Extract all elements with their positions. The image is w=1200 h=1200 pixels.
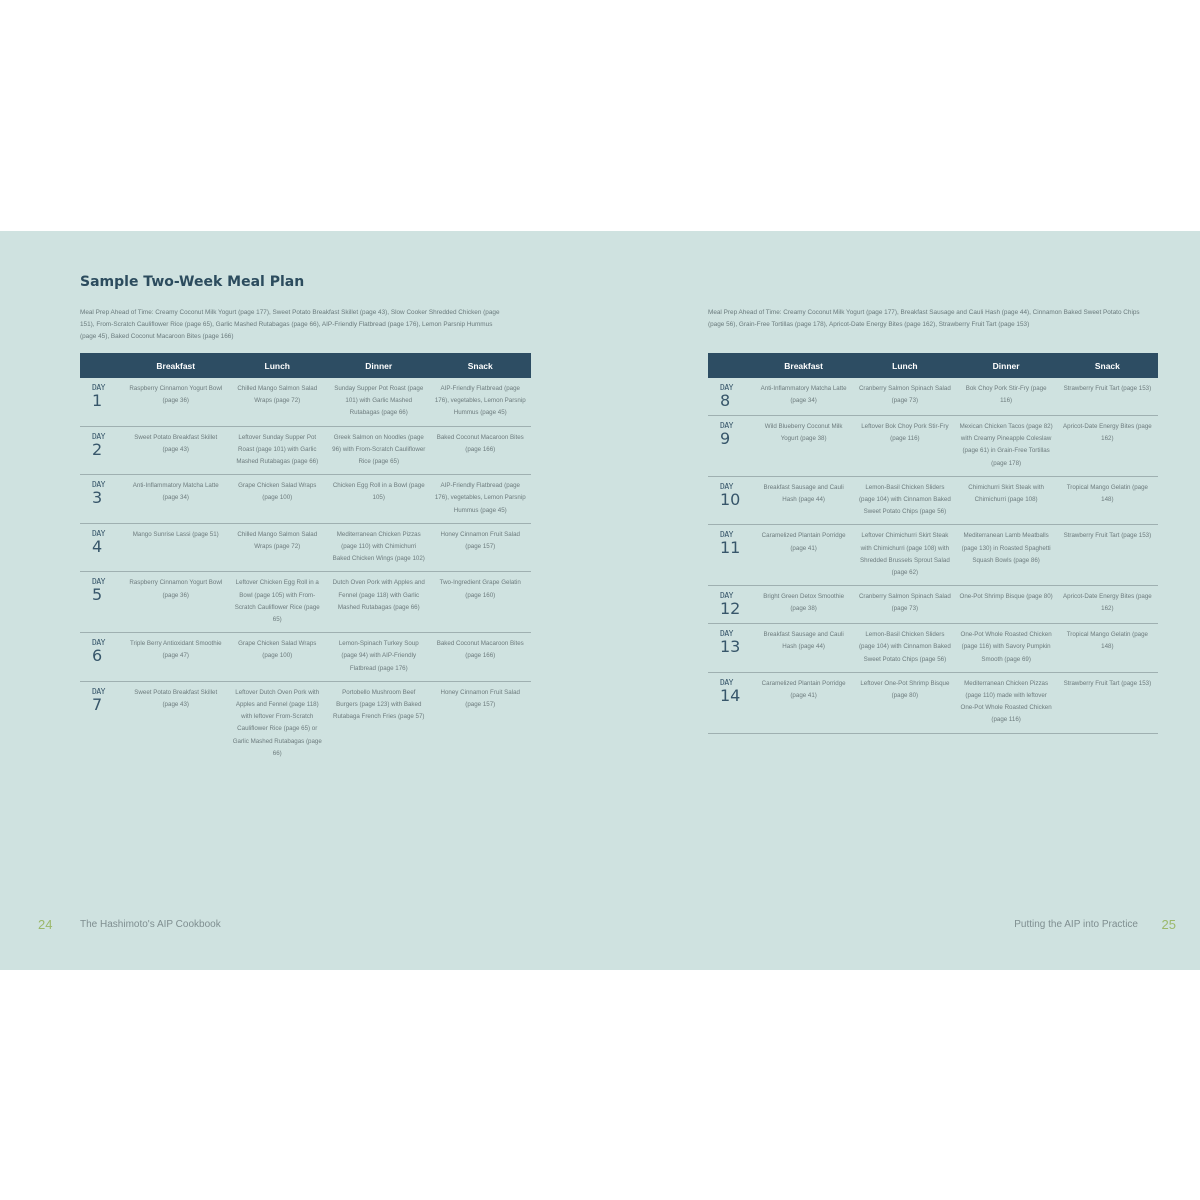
meal-prep-intro: Meal Prep Ahead of Time: Creamy Coconut Milk Yogurt (page 177), Sweet Potato Breakfast Skillet (page 43), Slow Cooker Shredded Chicken (page 151), From-Scratch Cauliflower Rice (page 65), Garlic Mashed Rutabagas (page 66), AIP-Friendly Flatbread (page 176), Lemon Parsnip Hummus (page 45), Baked Coconut Macaroon Bites (page 166)	[80, 309, 500, 340]
day-cell	[708, 672, 753, 733]
dinner-cell: Chicken Egg Roll in a Bowl (page 105)	[328, 475, 430, 524]
day-number: 11	[720, 538, 741, 558]
snack-cell: AIP-Friendly Flatbread (page 176), vegetables, Lemon Parsnip Hummus (page 45)	[430, 378, 532, 426]
day-cell	[708, 624, 753, 673]
day-number: 6	[92, 646, 103, 666]
day-cell	[80, 572, 125, 633]
meal-plan-table-week-2	[708, 353, 1158, 734]
table-row	[80, 523, 531, 572]
day-cell	[80, 378, 125, 426]
day-cell	[708, 378, 753, 416]
snack-cell: Strawberry Fruit Tart (page 153)	[1057, 378, 1158, 416]
lunch-cell: Grape Chicken Salad Wraps (page 100)	[227, 475, 329, 524]
day-number: 2	[92, 439, 103, 459]
breakfast-cell: Anti-Inflammatory Matcha Latte (page 34)	[125, 475, 227, 524]
lunch-cell: Leftover Chicken Egg Roll in a Bowl (page 105) with From-Scratch Cauliflower Rice (page 65)	[227, 572, 329, 633]
dinner-cell: One-Pot Shrimp Bisque (page 80)	[956, 586, 1057, 624]
snack-cell: Two-Ingredient Grape Gelatin (page 160)	[430, 572, 532, 633]
day-label: DAY	[92, 480, 105, 490]
day-cell	[80, 523, 125, 572]
lunch-cell: Leftover Bok Choy Pork Stir-Fry (page 116)	[854, 416, 955, 477]
breakfast-cell: Raspberry Cinnamon Yogurt Bowl (page 36)	[125, 378, 227, 426]
day-label: DAY	[92, 383, 105, 392]
day-number: 9	[720, 429, 731, 448]
table-row	[708, 672, 1158, 733]
lunch-cell: Cranberry Salmon Spinach Salad (page 73)	[854, 378, 955, 416]
day-number: 10	[720, 489, 741, 509]
day-cell	[708, 525, 753, 586]
day-label: DAY	[92, 686, 105, 696]
dinner-cell: Chimichurri Skirt Steak with Chimichurri (page 108)	[956, 476, 1057, 525]
breakfast-cell: Sweet Potato Breakfast Skillet (page 43)	[134, 688, 218, 709]
running-head-right: Putting the AIP into Practice	[1014, 919, 1138, 930]
lunch-cell: Cranberry Salmon Spinach Salad (page 73)	[854, 586, 955, 624]
breakfast-cell: Mango Sunrise Lassi (page 51)	[125, 523, 227, 572]
breakfast-cell: Wild Blueberry Coconut Milk Yogurt (page 38)	[753, 416, 854, 477]
snack-cell: Apricot-Date Energy Bites (page 162)	[1057, 416, 1158, 477]
running-head-left: The Hashimoto's AIP Cookbook	[80, 919, 221, 930]
breakfast-cell: Raspberry Cinnamon Yogurt Bowl (page 36)	[125, 572, 227, 633]
table-row	[80, 426, 531, 475]
lunch-cell: Lemon-Basil Chicken Sliders (page 104) with Cinnamon Baked Sweet Potato Chips (page 56)	[854, 476, 955, 525]
snack-cell: AIP-Friendly Flatbread (page 176), vegetables, Lemon Parsnip Hummus (page 45)	[430, 475, 532, 524]
table-row	[80, 633, 531, 682]
header-dinner: Dinner	[328, 353, 430, 378]
day-cell	[708, 416, 753, 477]
snack-cell: Strawberry Fruit Tart (page 153)	[1057, 525, 1158, 586]
page-title: Sample Two-Week Meal Plan	[80, 274, 305, 290]
lunch-cell: Grape Chicken Salad Wraps (page 100)	[227, 633, 329, 682]
page-number-right: 25	[1161, 917, 1176, 932]
table-header-row	[80, 353, 531, 378]
snack-cell: Tropical Mango Gelatin (page 148)	[1057, 624, 1158, 673]
breakfast-cell: Breakfast Sausage and Cauli Hash (page 44)	[753, 624, 854, 673]
dinner-cell: Lemon-Spinach Turkey Soup (page 94) with AIP-Friendly Flatbread (page 176)	[328, 633, 430, 682]
day-number: 4	[92, 536, 103, 556]
day-number: 1	[92, 391, 103, 410]
day-cell	[80, 633, 125, 682]
breakfast-cell: Caramelized Plantain Porridge (page 41)	[753, 525, 854, 586]
header-snack: Snack	[430, 353, 532, 378]
meal-prep-intro: Meal Prep Ahead of Time: Creamy Coconut Milk Yogurt (page 177), Breakfast Sausage and Cauli Hash (page 44), Cinnamon Baked Sweet Potato Chips (page 56), Grain-Free Tortillas (page 178), Apricot-Date Energy Bites (page 162), Strawberry Fruit Tart (page 153)	[708, 309, 1140, 328]
table-row	[80, 681, 531, 766]
day-label: DAY	[720, 677, 733, 687]
snack-cell: Baked Coconut Macaroon Bites (page 166)	[430, 426, 532, 475]
header-dinner: Dinner	[956, 353, 1057, 378]
dinner-cell: Bok Choy Pork Stir-Fry (page 116)	[956, 378, 1057, 416]
table-row	[708, 416, 1158, 477]
breakfast-cell: Anti-Inflammatory Matcha Latte (page 34)	[753, 378, 854, 416]
breakfast-cell: Sweet Potato Breakfast Skillet (page 43)	[125, 426, 227, 475]
header-breakfast: Breakfast	[125, 353, 227, 378]
table-row	[708, 476, 1158, 525]
snack-cell: Honey Cinnamon Fruit Salad (page 157)	[430, 523, 532, 572]
day-label: DAY	[720, 383, 733, 392]
table-row	[80, 475, 531, 524]
lunch-cell: Leftover Sunday Supper Pot Roast (page 101) with Garlic Mashed Rutabagas (page 66)	[227, 426, 329, 475]
snack-cell: Apricot-Date Energy Bites (page 162)	[1057, 586, 1158, 624]
day-label: DAY	[720, 421, 733, 430]
dinner-cell: Greek Salmon on Noodles (page 96) with From-Scratch Cauliflower Rice (page 65)	[328, 426, 430, 475]
header-breakfast: Breakfast	[753, 353, 854, 378]
day-cell	[80, 681, 125, 766]
snack-cell: Strawberry Fruit Tart (page 153)	[1057, 672, 1158, 733]
day-label: DAY	[92, 528, 105, 538]
lunch-cell: Leftover Chimichurri Skirt Steak with Chimichurri (page 108) with Shredded Brussels Sprout Salad (page 62)	[854, 525, 955, 586]
snack-cell: Baked Coconut Macaroon Bites (page 166)	[430, 633, 532, 682]
breakfast-cell: Triple Berry Antioxidant Smoothie (page 47)	[125, 633, 227, 682]
table-row	[708, 586, 1158, 624]
breakfast-cell: Breakfast Sausage and Cauli Hash (page 44)	[753, 476, 854, 525]
dinner-cell: Mediterranean Chicken Pizzas (page 110) with Chimichurri Baked Chicken Wings (page 102)	[328, 523, 430, 572]
header-snack: Snack	[1057, 353, 1158, 378]
table-row	[80, 572, 531, 633]
lunch-cell: Chilled Mango Salmon Salad Wraps (page 72)	[227, 523, 329, 572]
day-label: DAY	[92, 638, 105, 648]
day-cell	[80, 475, 125, 524]
day-number: 8	[720, 391, 731, 410]
day-label: DAY	[92, 577, 105, 587]
header-lunch: Lunch	[854, 353, 955, 378]
lunch-cell: Leftover Dutch Oven Pork with Apples and Fennel (page 118) with leftover From-Scratch Cauliflower Rice (page 65) or Garlic Mashed Rutabagas (page 66)	[232, 688, 322, 757]
dinner-cell: Sunday Supper Pot Roast (page 101) with Garlic Mashed Rutabagas (page 66)	[328, 378, 430, 426]
header-lunch: Lunch	[227, 353, 329, 378]
dinner-cell: One-Pot Whole Roasted Chicken (page 116) with Savory Pumpkin Smooth (page 69)	[956, 624, 1057, 673]
day-number: 13	[720, 637, 741, 657]
lunch-cell: Chilled Mango Salmon Salad Wraps (page 72)	[227, 378, 329, 426]
day-cell	[80, 426, 125, 475]
lunch-cell: Leftover One-Pot Shrimp Bisque (page 80)	[854, 672, 955, 733]
day-label: DAY	[720, 591, 733, 601]
table-row	[708, 378, 1158, 416]
day-cell	[708, 476, 753, 525]
snack-cell: Tropical Mango Gelatin (page 148)	[1057, 476, 1158, 525]
day-number: 7	[92, 694, 103, 714]
day-label: DAY	[720, 530, 733, 540]
day-cell	[708, 586, 753, 624]
day-number: 5	[92, 585, 103, 605]
day-label: DAY	[720, 481, 733, 491]
day-label: DAY	[720, 629, 733, 639]
dinner-cell: Dutch Oven Pork with Apples and Fennel (page 118) with Garlic Mashed Rutabagas (page 66)	[328, 572, 430, 633]
breakfast-cell: Caramelized Plantain Porridge (page 41)	[753, 672, 854, 733]
table-row	[708, 624, 1158, 673]
day-number: 14	[720, 685, 741, 705]
book-spread	[0, 231, 1200, 970]
header-day	[708, 353, 753, 378]
table-row	[708, 525, 1158, 586]
day-number: 3	[92, 488, 103, 508]
meal-plan-table-week-1	[80, 353, 531, 766]
day-label: DAY	[92, 431, 105, 441]
dinner-cell: Mediterranean Chicken Pizzas (page 110) made with leftover One-Pot Whole Roasted Chicken (page 116)	[956, 672, 1057, 733]
table-row	[80, 378, 531, 426]
dinner-cell: Portobello Mushroom Beef Burgers (page 123) with Baked Rutabaga French Fries (page 57)	[333, 688, 425, 721]
breakfast-cell: Bright Green Detox Smoothie (page 38)	[753, 586, 854, 624]
dinner-cell: Mediterranean Lamb Meatballs (page 130) in Roasted Spaghetti Squash Bowls (page 86)	[956, 525, 1057, 586]
lunch-cell: Lemon-Basil Chicken Sliders (page 104) with Cinnamon Baked Sweet Potato Chips (page 56)	[854, 624, 955, 673]
header-day	[80, 353, 125, 378]
day-number: 12	[720, 599, 741, 619]
snack-cell: Honey Cinnamon Fruit Salad (page 157)	[440, 688, 520, 709]
page-number-left: 24	[38, 917, 53, 932]
table-header-row	[708, 353, 1158, 378]
dinner-cell: Mexican Chicken Tacos (page 82) with Creamy Pineapple Coleslaw (page 61) in Grain-Free Tortillas (page 178)	[956, 416, 1057, 477]
